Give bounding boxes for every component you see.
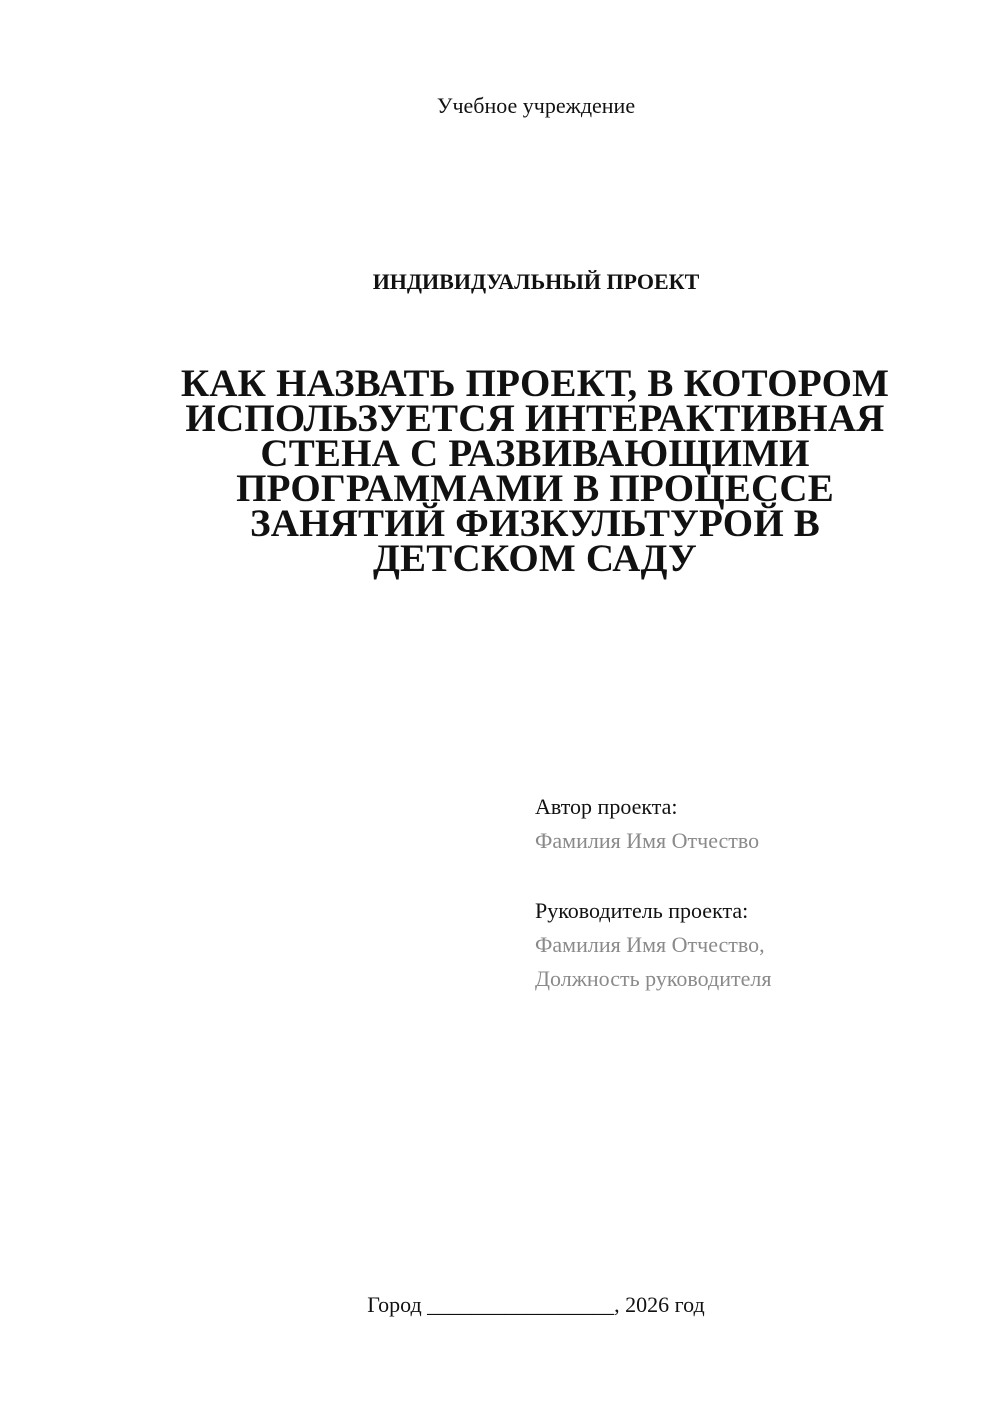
- institution-name: Учебное учреждение: [436, 93, 636, 118]
- project-title-line: ЗАНЯТИЙ ФИЗКУЛЬТУРОЙ В: [249, 502, 821, 545]
- author-label: Автор проекта:: [535, 794, 678, 819]
- project-title-line: КАК НАЗВАТЬ ПРОЕКТ, В КОТОРОМ: [180, 362, 890, 405]
- project-title-line: ИСПОЛЬЗУЕТСЯ ИНТЕРАКТИВНАЯ: [185, 397, 885, 440]
- project-title-line: ПРОГРАММАМИ В ПРОЦЕССЕ: [236, 467, 834, 510]
- project-title: [170, 362, 900, 580]
- project-title-line: СТЕНА С РАЗВИВАЮЩИМИ: [260, 432, 810, 475]
- author-info-block: [535, 790, 955, 996]
- supervisor-label: Руководитель проекта:: [535, 898, 749, 923]
- project-type-heading: ИНДИВИДУАЛЬНЫЙ ПРОЕКТ: [372, 269, 700, 294]
- author-name-placeholder: Фамилия Имя Отчество: [535, 828, 760, 853]
- block-spacer: [535, 858, 955, 894]
- supervisor-name-placeholder: Фамилия Имя Отчество,: [535, 932, 765, 957]
- project-title-line: ДЕТСКОМ САДУ: [373, 537, 697, 580]
- city-year-footer: Город _________________, 2026 год: [367, 1292, 705, 1317]
- supervisor-position-placeholder: Должность руководителя: [535, 966, 772, 991]
